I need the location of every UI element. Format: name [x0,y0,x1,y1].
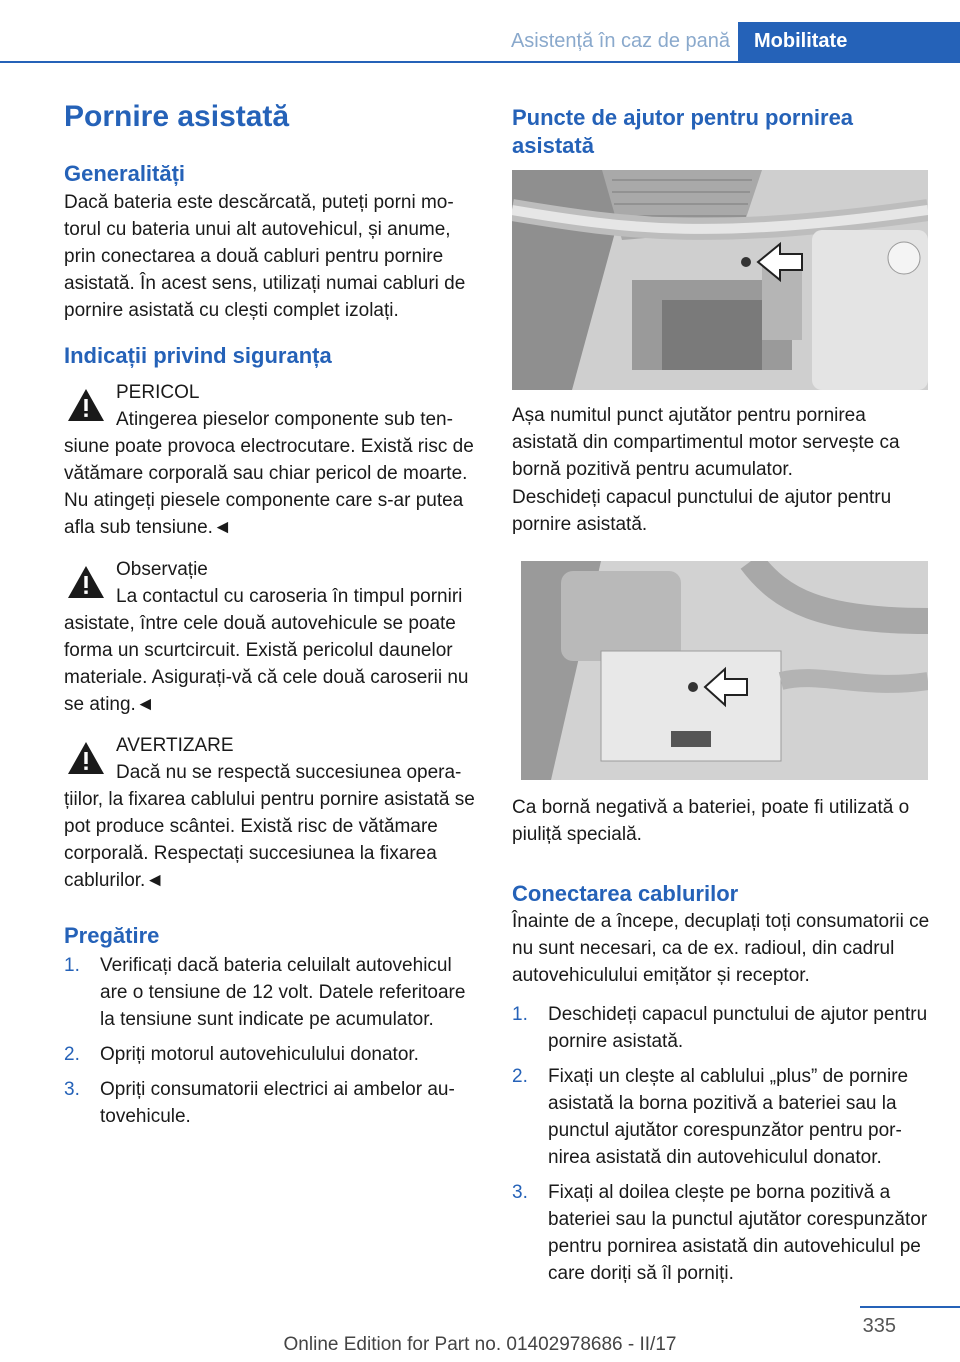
footer-rule [860,1306,960,1308]
warning-text: La contactul cu caroseria în timpul porniri asistate, între cele două autovehicule se poate forma un scurtcircuit. Există pericolul daunelor materiale. Asigurați-vă că cele două caroserii nu se ating.◄ [64,586,469,715]
warning-label: PERICOL [116,382,200,403]
warning-triangle-icon [66,387,106,423]
connect-intro: Înainte de a începe, decuplați toți consumatorii ce nu sunt necesari, ca de ex. radioul, din cadrul autovehiculului emițător și receptor. [512,911,930,986]
general-text: Dacă bateria este descărcată, puteți porni motorul cu bateria unui alt autovehicul, și anume, prin conectarea a două cabluri pentru pornire asistată. În acest sens, utilizați numai cabluri de pornire asistată cu clești complet izolați. [64,192,466,321]
connect-heading: Conectarea cablurilor [512,881,739,906]
photo1-note: Deschideți capacul punctului de ajutor pentru pornire asistată. [512,487,892,535]
list-item: 3. Opriți consumatorii electrici ai ambelor autovehicule. [64,1079,455,1127]
warning-label: Observație [116,559,208,580]
list-item: 1. Verificați dacă bateria celuilalt autovehicul are o tensiune de 12 volt. Datele referitoare la tensiune sunt indicate pe acumulator. [64,955,466,1030]
header-rule [0,61,960,63]
photo2-caption: Ca bornă negativă a bateriei, poate fi utilizată o piuliță specială. [512,797,910,845]
warning-triangle-icon [66,564,106,600]
warning-caution [64,732,480,894]
preparation-heading: Pregătire [64,923,160,948]
warning-triangle-icon [66,740,106,776]
warning-notice [64,556,480,718]
list-item: 2. Fixați un clește al cablului „plus” de pornire asistată la borna pozitivă a bateriei sau la punctul ajutător corespunzător pentru pornirea asistată din autovehiculul donator. [512,1066,909,1168]
list-item: 3. Fixați al doilea clește pe borna pozitivă a bateriei sau la punctul ajutător corespunzător pentru pornirea asistată din autovehiculul pe care doriți să îl porniți. [512,1182,928,1284]
warning-label: AVERTIZARE [116,735,234,756]
safety-heading: Indicații privind siguranța [64,343,332,368]
help-points-heading: Puncte de ajutor pentru pornirea asistată [512,105,854,158]
general-heading: Generalități [64,161,186,186]
page-title: Pornire asistată [64,100,290,133]
engine-bay-positive-point-photo [512,170,928,390]
warning-text: Atingerea pieselor componente sub tensiune poate provoca electrocutare. Există risc de vătămare corporală sau chiar pericol de moarte. Nu atingeți piesele componente care s-ar putea afla sub tensiune.◄ [64,409,474,538]
photo1-caption: Așa numitul punct ajutător pentru pornirea asistată din compartimentul motor servește ca bornă pozitivă pentru acumulator. [512,405,900,480]
list-item: 2. Opriți motorul autovehiculului donator. [64,1044,419,1065]
edition-note: Online Edition for Part no. 01402978686 - II/17 [283,1334,677,1355]
page-number: 335 [862,1315,896,1337]
preparation-steps [64,952,480,1138]
warning-text: Dacă nu se respectă succesiunea operațiilor, la fixarea cablului pentru pornire asistată se pot produce scântei. Există risc de vătămare corporală. Respectați succesiunea la fixarea cablurilor.◄ [64,762,475,891]
header-chapter-tab: Mobilitate [738,22,960,63]
warning-danger [64,379,480,541]
engine-bay-negative-nut-photo [521,561,928,780]
header-section-title: Asistență în caz de pană [510,30,730,52]
list-item: 1. Deschideți capacul punctului de ajutor pentru pornire asistată. [512,1004,928,1052]
connect-steps [512,1001,930,1295]
